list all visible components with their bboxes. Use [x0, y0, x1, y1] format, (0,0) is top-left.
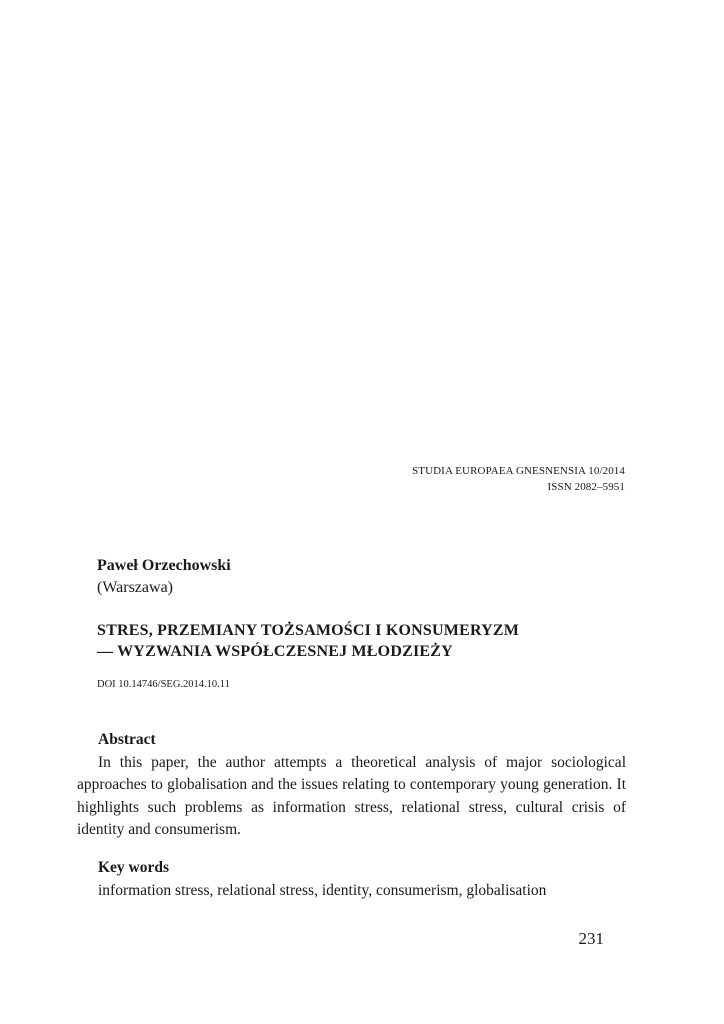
article-title-line-2: — WYZWANIA WSPÓŁCZESNEJ MŁODZIEŻY — [97, 643, 453, 660]
author-name: Paweł Orzechowski — [97, 557, 231, 574]
author-block — [97, 555, 231, 599]
article-title-line-1: STRES, PRZEMIANY TOŻSAMOŚCI I KONSUMERYZM — [97, 622, 520, 639]
doi: DOI 10.14746/SEG.2014.10.11 — [97, 679, 230, 690]
article-title — [97, 620, 519, 662]
page-number: 231 — [578, 929, 604, 948]
journal-header — [412, 463, 625, 495]
abstract-heading: Abstract — [98, 731, 156, 748]
abstract-section — [77, 729, 626, 842]
abstract-text: In this paper, the author attempts a theoretical analysis of major sociological approaches to globalisation and the issues relating to contemporary young generation. It highlights such problems as information stress, relational stress, cultural crisis of identity and consumerism. — [77, 753, 626, 838]
keywords-heading: Key words — [98, 859, 170, 876]
journal-series: STUDIA EUROPAEA GNESNENSIA 10/2014 — [412, 465, 625, 477]
keywords-text: information stress, relational stress, identity, consumerism, globalisation — [98, 881, 547, 899]
author-city: (Warszawa) — [97, 579, 173, 596]
keywords-section — [98, 857, 546, 902]
journal-issn: ISSN 2082–5951 — [547, 481, 625, 493]
